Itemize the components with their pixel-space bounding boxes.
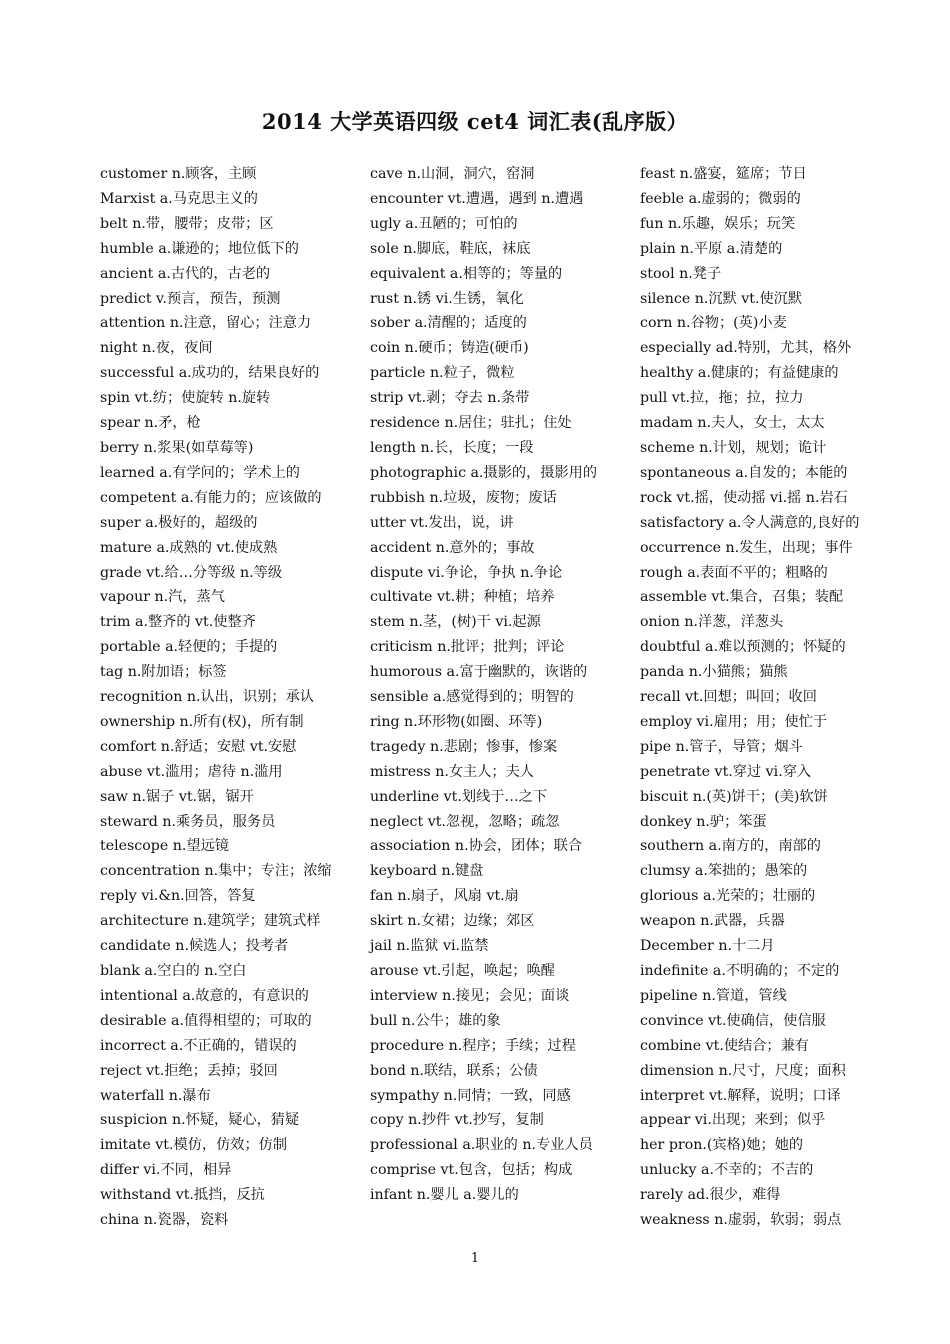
vocab-entry: desirable a.值得相望的；可取的: [100, 1012, 312, 1029]
vocab-entry: Marxist a.马克思主义的: [100, 190, 258, 207]
vocab-entry: criticism n.批评；批判；评论: [370, 639, 565, 656]
vocab-entry: sober a.清醒的；适度的: [370, 315, 527, 332]
vocab-entry: recall vt.回想；叫回；收回: [640, 689, 817, 706]
vocab-entry: rarely ad.很少，难得: [640, 1187, 781, 1204]
vocab-entry: customer n.顾客，主顾: [100, 166, 257, 182]
vocab-entry: interview n.接见；会见；面谈: [370, 987, 570, 1004]
vocab-entry: cultivate vt.耕；种植；培养: [370, 589, 555, 606]
vocab-entry: strip vt.剥；夺去 n.条带: [370, 390, 530, 407]
vocab-entry: super a.极好的，超级的: [100, 514, 258, 531]
vocab-entry: predict v.预言，预告，预测: [100, 290, 281, 307]
vocab-entry: infant n.婴儿 a.婴儿的: [370, 1187, 519, 1204]
vocab-entry: plain n.平原 a.清楚的: [640, 240, 783, 257]
vocab-column-2: [370, 162, 620, 1208]
vocab-entry: blank a.空白的 n.空白: [100, 963, 247, 979]
vocab-entry: stem n.茎，(树)干 vi.起源: [370, 614, 541, 631]
vocab-entry: equivalent a.相等的；等量的: [370, 265, 563, 282]
vocab-entry: concentration n.集中；专注；浓缩: [100, 863, 332, 880]
vocab-entry: encounter vt.遭遇，遇到 n.遭遇: [370, 190, 584, 207]
vocab-entry: her pron.(宾格)她；她的: [640, 1137, 804, 1154]
vocab-entry: successful a.成功的，结果良好的: [100, 365, 320, 382]
vocab-entry: occurrence n.发生，出现；事件: [640, 539, 853, 556]
vocab-entry: reply vi.&n.回答，答复: [100, 888, 256, 905]
vocab-entry: ownership n.所有(权)，所有制: [100, 713, 304, 730]
vocab-entry: comfort n.舒适；安慰 vt.安慰: [100, 738, 297, 755]
vocab-entry: differ vi.不同，相异: [100, 1162, 232, 1179]
vocab-entry: ugly a.丑陋的；可怕的: [370, 215, 518, 232]
vocab-entry: bond n.联结，联系；公债: [370, 1062, 538, 1079]
vocab-entry: attention n.注意，留心；注意力: [100, 315, 312, 332]
vocab-entry: imitate vt.模仿，仿效；仿制: [100, 1137, 288, 1154]
vocab-entry: rough a.表面不平的；粗略的: [640, 564, 828, 581]
vocab-entry: saw n.锯子 vt.锯，锯开: [100, 788, 254, 805]
vocab-entry: interpret vt.解释，说明；口译: [640, 1087, 841, 1104]
vocab-entry: December n.十二月: [640, 938, 775, 955]
vocab-entry: comprise vt.包含，包括；构成: [370, 1162, 573, 1179]
vocab-entry: fan n.扇子，风扇 vt.扇: [370, 888, 519, 905]
vocab-entry: rubbish n.垃圾，废物；废话: [370, 489, 557, 506]
vocab-entry: panda n.小猫熊；猫熊: [640, 664, 788, 681]
vocab-entry: association n.协会，团体；联合: [370, 838, 583, 855]
vocab-entry: steward n.乘务员，服务员: [100, 813, 276, 830]
vocab-entry: night n.夜，夜间: [100, 340, 213, 357]
vocab-entry: rust n.锈 vi.生锈，氧化: [370, 290, 524, 307]
vocab-entry: scheme n.计划，规划；诡计: [640, 439, 827, 456]
vocab-entry: waterfall n.瀑布: [100, 1087, 211, 1104]
vocab-entry: candidate n.候选人；投考者: [100, 938, 289, 955]
vocab-entry: recognition n.认出，识别；承认: [100, 689, 314, 706]
vocab-entry: accident n.意外的；事故: [370, 539, 535, 556]
vocab-column-1: [100, 162, 350, 1233]
vocab-entry: sensible a.感觉得到的；明智的: [370, 689, 574, 706]
vocab-entry: ancient a.古代的，古老的: [100, 265, 271, 282]
page-number: 1: [470, 1251, 480, 1266]
vocab-entry: humble a.谦逊的；地位低下的: [100, 240, 299, 257]
vocab-entry: copy n.抄件 vt.抄写，复制: [370, 1112, 544, 1129]
vocab-entry: combine vt.使结合；兼有: [640, 1037, 809, 1054]
vocab-entry: ring n.环形物(如圈、环等): [370, 713, 543, 730]
vocab-entry: pipe n.管子，导管；烟斗: [640, 738, 803, 755]
page-title: 2014 大学英语四级 cet4 词汇表(乱序版）: [261, 109, 689, 134]
vocab-entry: corn n.谷物；(英)小麦: [640, 315, 787, 332]
vocab-entry: penetrate vt.穿过 vi.穿入: [640, 763, 812, 780]
vocab-entry: tragedy n.悲剧；惨事，惨案: [370, 738, 558, 755]
vocab-entry: appear vi.出现；来到；似乎: [640, 1112, 826, 1129]
vocab-entry: tag n.附加语；标签: [100, 664, 227, 681]
vocab-entry: feast n.盛宴，筵席；节日: [640, 166, 807, 182]
vocab-entry: mature a.成熟的 vt.使成熟: [100, 539, 278, 556]
vocab-entry: spin vt.纺；使旋转 n.旋转: [100, 390, 271, 407]
vocab-entry: professional a.职业的 n.专业人员: [370, 1137, 593, 1154]
vocab-entry: portable a.轻便的；手提的: [100, 639, 278, 656]
vocab-entry: indefinite a.不明确的；不定的: [640, 963, 840, 979]
vocab-entry: photographic a.摄影的，摄影用的: [370, 464, 598, 481]
vocab-entry: southern a.南方的，南部的: [640, 838, 821, 855]
vocab-entry: reject vt.拒绝；丢掉；驳回: [100, 1062, 278, 1079]
vocab-entry: competent a.有能力的；应该做的: [100, 489, 322, 506]
vocab-entry: abuse vt.滥用；虐待 n.滥用: [100, 763, 283, 780]
vocab-entry: spontaneous a.自发的；本能的: [640, 464, 848, 481]
vocab-entry: china n.瓷器，瓷料: [100, 1212, 229, 1229]
vocab-entry: architecture n.建筑学；建筑式样: [100, 913, 321, 930]
vocab-entry: employ vi.雇用；用；使忙于: [640, 713, 828, 730]
vocab-entry: pull vt.拉，拖；拉，拉力: [640, 390, 804, 407]
vocab-entry: residence n.居住；驻扎；住处: [370, 415, 572, 432]
vocab-entry: dispute vi.争论，争执 n.争论: [370, 564, 563, 581]
vocab-entry: humorous a.富于幽默的，诙谐的: [370, 664, 588, 681]
vocab-entry: intentional a.故意的，有意识的: [100, 987, 309, 1004]
vocab-entry: sole n.脚底，鞋底，袜底: [370, 240, 531, 257]
vocab-entry: berry n.浆果(如草莓等): [100, 439, 254, 456]
vocab-entry: pipeline n.管道，管线: [640, 987, 787, 1004]
vocab-entry: especially ad.特别，尤其，格外: [640, 340, 852, 357]
vocab-entry: mistress n.女主人；夫人: [370, 763, 534, 780]
vocab-entry: assemble vt.集合，召集；装配: [640, 589, 844, 606]
vocab-entry: madam n.夫人，女士，太太: [640, 415, 825, 432]
vocab-entry: feeble a.虚弱的；微弱的: [640, 190, 801, 207]
vocab-entry: withstand vt.抵挡，反抗: [100, 1187, 265, 1204]
vocab-entry: suspicion n.怀疑，疑心，猜疑: [100, 1112, 300, 1129]
vocab-entry: weapon n.武器，兵器: [640, 913, 785, 930]
vocab-entry: unlucky a.不幸的；不吉的: [640, 1162, 814, 1179]
vocab-entry: onion n.洋葱，洋葱头: [640, 614, 784, 631]
vocab-entry: biscuit n.(英)饼干；(美)软饼: [640, 788, 828, 805]
vocab-entry: utter vt.发出，说，讲: [370, 514, 514, 531]
vocab-entry: particle n.粒子，微粒: [370, 365, 515, 382]
vocab-entry: neglect vt.忽视，忽略；疏忽: [370, 813, 560, 830]
vocab-entry: skirt n.女裙；边缘；郊区: [370, 913, 535, 930]
vocab-entry: glorious a.光荣的；壮丽的: [640, 888, 816, 905]
vocab-entry: healthy a.健康的；有益健康的: [640, 365, 839, 382]
vocab-entry: learned a.有学问的；学术上的: [100, 464, 300, 481]
vocab-entry: sympathy n.同情；一致，同感: [370, 1087, 571, 1104]
vocab-entry: silence n.沉默 vt.使沉默: [640, 290, 803, 307]
vocab-entry: vapour n.汽，蒸气: [100, 589, 225, 606]
vocab-entry: dimension n.尺寸，尺度；面积: [640, 1062, 846, 1079]
vocab-entry: belt n.带，腰带；皮带；区: [100, 215, 274, 232]
vocab-entry: coin n.硬币；铸造(硬币): [370, 340, 529, 357]
vocab-entry: procedure n.程序；手续；过程: [370, 1037, 576, 1054]
vocab-entry: keyboard n.键盘: [370, 863, 484, 880]
vocab-entry: doubtful a.难以预测的；怀疑的: [640, 639, 846, 656]
vocab-entry: cave n.山洞，洞穴，窑洞: [370, 166, 535, 182]
vocab-entry: satisfactory a.令人满意的,良好的: [640, 514, 860, 531]
vocab-entry: length n.长，长度；一段: [370, 439, 534, 456]
vocab-entry: incorrect a.不正确的，错误的: [100, 1037, 297, 1054]
vocab-entry: donkey n.驴；笨蛋: [640, 813, 767, 830]
vocab-entry: telescope n.望远镜: [100, 838, 229, 855]
vocab-entry: rock vt.摇，使动摇 vi.摇 n.岩石: [640, 489, 848, 506]
vocab-entry: convince vt.使确信，使信服: [640, 1012, 826, 1029]
vocab-column-3: [640, 162, 890, 1233]
vocab-entry: trim a.整齐的 vt.使整齐: [100, 614, 256, 631]
vocab-entry: weakness n.虚弱，软弱；弱点: [640, 1212, 842, 1229]
vocab-entry: grade vt.给…分等级 n.等级: [100, 564, 283, 581]
vocab-entry: fun n.乐趣，娱乐；玩笑: [640, 215, 796, 232]
vocab-entry: clumsy a.笨拙的；愚笨的: [640, 863, 808, 880]
vocab-entry: stool n.凳子: [640, 265, 722, 282]
vocab-entry: arouse vt.引起，唤起；唤醒: [370, 963, 555, 979]
vocab-entry: spear n.矛，枪: [100, 415, 201, 432]
vocab-entry: bull n.公牛；雄的象: [370, 1012, 501, 1029]
vocab-entry: jail n.监狱 vi.监禁: [370, 938, 489, 955]
vocab-entry: underline vt.划线于…之下: [370, 788, 548, 805]
